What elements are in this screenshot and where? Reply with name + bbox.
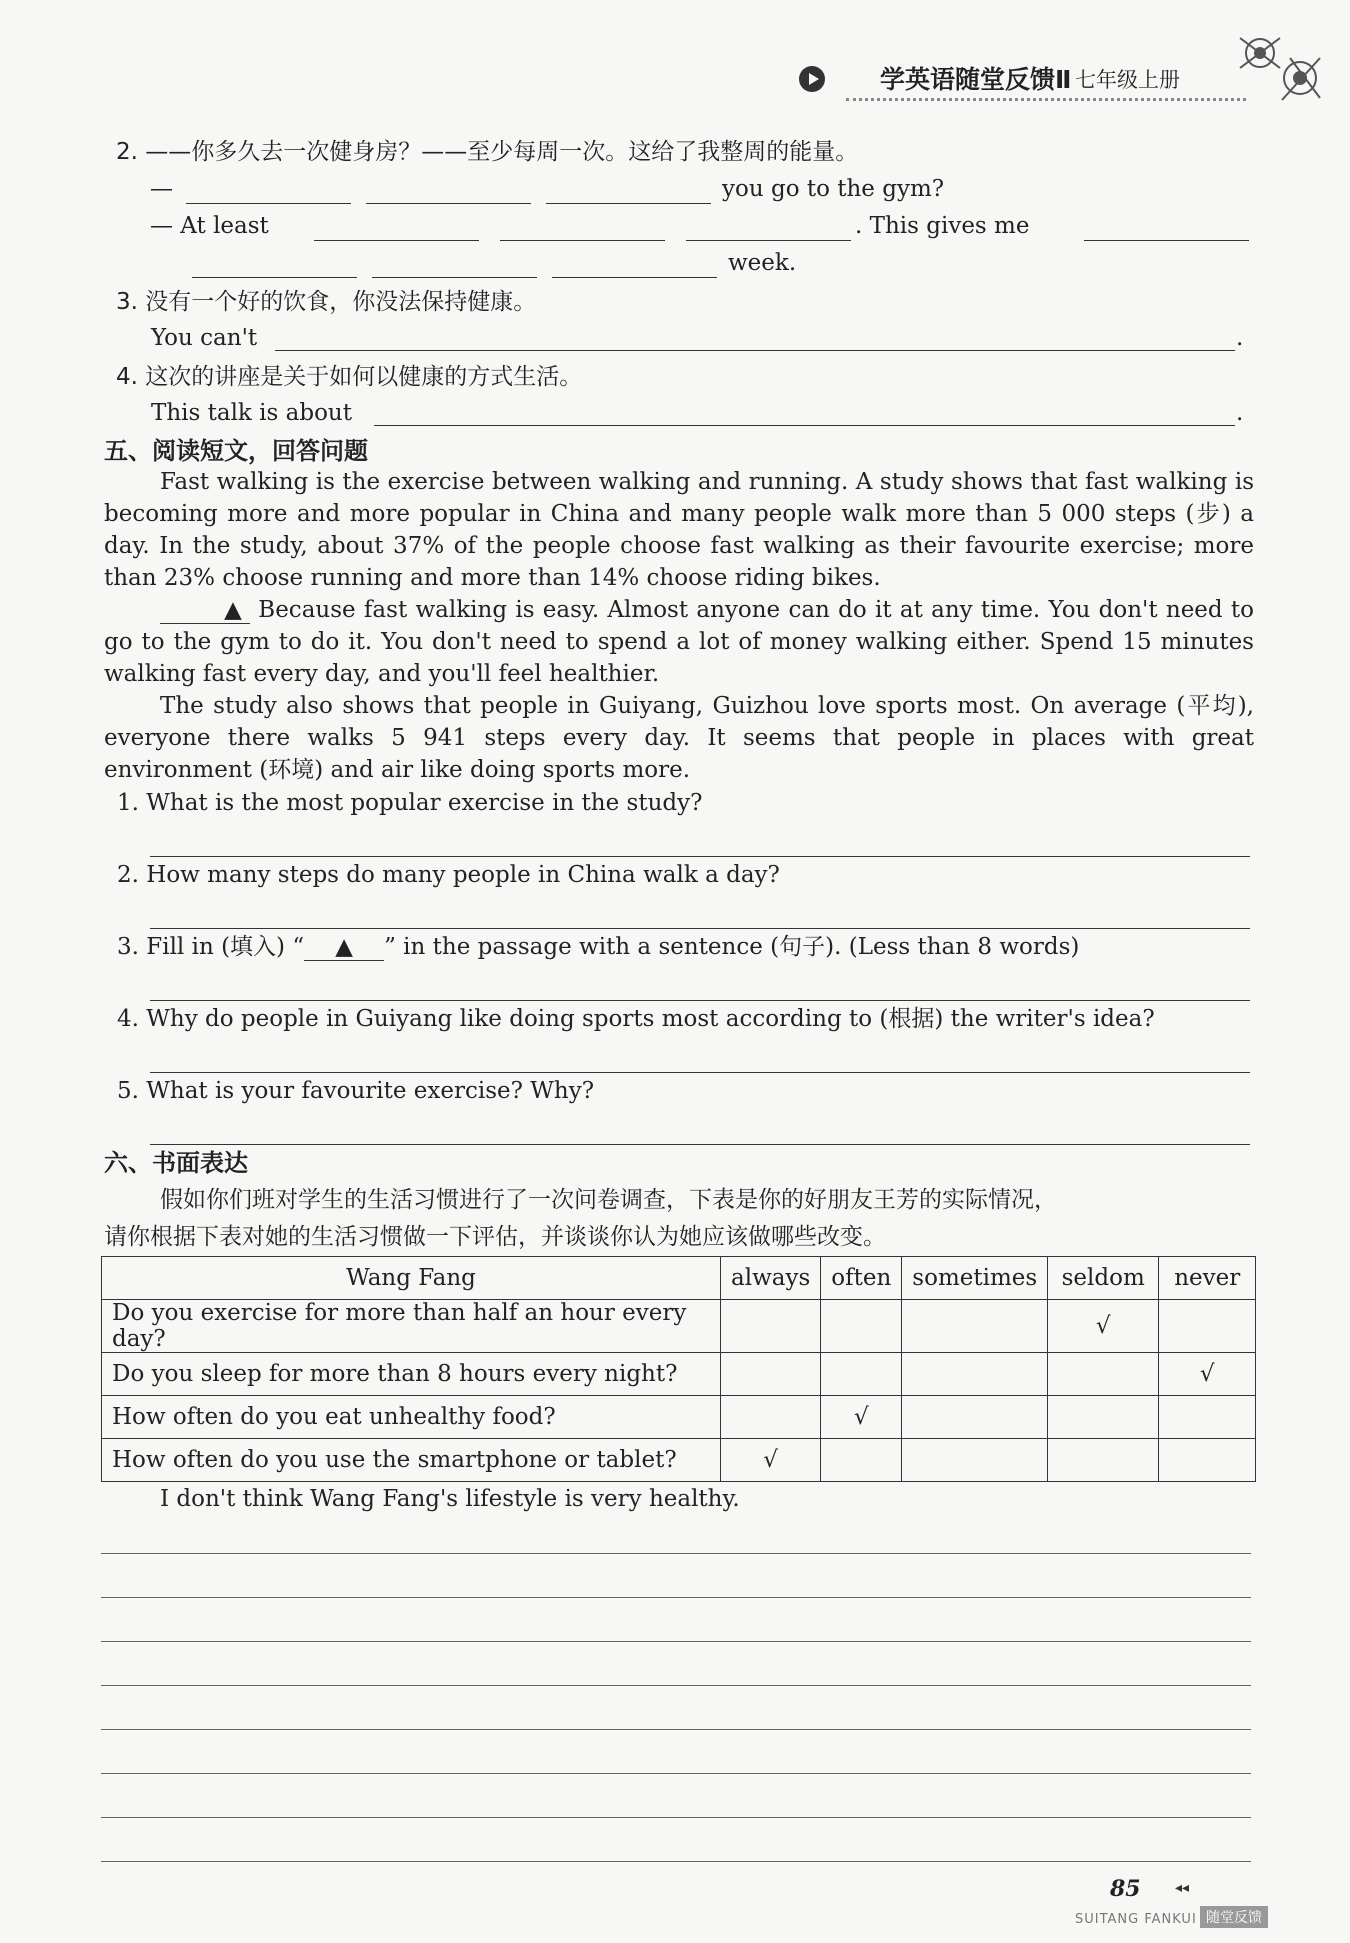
q2-blank-9[interactable] bbox=[372, 277, 537, 278]
check-cell bbox=[1048, 1396, 1159, 1439]
question-3 bbox=[117, 932, 1079, 962]
question-3-start: 3. Fill in (填入) “ bbox=[117, 934, 305, 960]
q4-answer-line[interactable] bbox=[374, 425, 1235, 426]
writing-line[interactable] bbox=[101, 1553, 1251, 1554]
essay-starter: I don't think Wang Fang's lifestyle is very healthy. bbox=[160, 1486, 740, 1512]
check-cell bbox=[721, 1396, 821, 1439]
check-cell: √ bbox=[1048, 1300, 1159, 1353]
page-arrows-icon: ◂◂ bbox=[1175, 1880, 1190, 1896]
section6-heading: 六、书面表达 bbox=[104, 1149, 248, 1177]
check-cell bbox=[1159, 1439, 1256, 1482]
footer-series-en: SUITANG FANKUI bbox=[1075, 1912, 1197, 1927]
question-5: 5. What is your favourite exercise? Why? bbox=[117, 1078, 595, 1104]
q3-answer-line[interactable] bbox=[275, 350, 1235, 351]
q2-blank-2[interactable] bbox=[366, 203, 531, 204]
check-cell bbox=[902, 1396, 1048, 1439]
check-cell: √ bbox=[721, 1439, 821, 1482]
answer-line-4[interactable] bbox=[150, 1072, 1250, 1073]
q2-blank-3[interactable] bbox=[546, 203, 711, 204]
header-dotted-rule bbox=[846, 98, 1246, 101]
passage-paragraph-3: The study also shows that people in Guiyang, Guizhou love sports most. On average (平均), everyone there walks 5 941 steps every day. It seems that people in places with great environment (环境) and air like doing sports more. bbox=[104, 693, 1254, 783]
table-row bbox=[102, 1396, 1256, 1439]
check-cell bbox=[821, 1439, 902, 1482]
table-row bbox=[102, 1300, 1256, 1353]
check-cell bbox=[821, 1353, 902, 1396]
reading-passage bbox=[104, 466, 1254, 786]
check-cell: √ bbox=[821, 1396, 902, 1439]
footer-badge: 随堂反馈 bbox=[1200, 1906, 1268, 1928]
question-1: 1. What is the most popular exercise in the study? bbox=[117, 790, 703, 816]
q2-blank-6[interactable] bbox=[686, 240, 851, 241]
page-number: 85 bbox=[1110, 1876, 1141, 1902]
q3-chinese: 3. 没有一个好的饮食，你没法保持健康。 bbox=[116, 289, 537, 315]
writing-line[interactable] bbox=[101, 1685, 1251, 1686]
table-row-question: How often do you eat unhealthy food? bbox=[102, 1396, 721, 1439]
check-cell bbox=[1048, 1439, 1159, 1482]
check-cell bbox=[902, 1353, 1048, 1396]
check-cell bbox=[721, 1353, 821, 1396]
answer-line-5[interactable] bbox=[150, 1144, 1250, 1145]
table-row-question: Do you sleep for more than 8 hours every night? bbox=[102, 1353, 721, 1396]
q2-dash: — bbox=[150, 176, 173, 202]
q2-line3-tail: week. bbox=[728, 250, 797, 276]
q2-chinese: 2. ——你多久去一次健身房？——至少每周一次。这给了我整周的能量。 bbox=[116, 139, 859, 165]
check-cell bbox=[1048, 1353, 1159, 1396]
table-header-name: Wang Fang bbox=[102, 1257, 721, 1300]
answer-line-3[interactable] bbox=[150, 1000, 1250, 1001]
section5-heading: 五、阅读短文，回答问题 bbox=[104, 437, 368, 465]
answer-line-1[interactable] bbox=[150, 856, 1250, 857]
passage-paragraph-2 bbox=[104, 594, 1254, 690]
table-header-seldom: seldom bbox=[1048, 1257, 1159, 1300]
q2-blank-4[interactable] bbox=[314, 240, 479, 241]
q2-blank-1[interactable] bbox=[186, 203, 351, 204]
check-cell bbox=[721, 1300, 821, 1353]
table-row bbox=[102, 1439, 1256, 1482]
triangle-blank-mark: ▲ bbox=[160, 597, 250, 624]
question-3-tail: ” in the passage with a sentence (句子). (Less than 8 words) bbox=[384, 934, 1080, 960]
q4-prompt: This talk is about bbox=[151, 400, 352, 426]
question-2: 2. How many steps do many people in China walk a day? bbox=[117, 862, 780, 888]
check-cell bbox=[1159, 1300, 1256, 1353]
passage-paragraph-2-text: Because fast walking is easy. Almost anyone can do it at any time. You don't need to go to the gym to do it. You don't need to spend a lot of money walking either. Spend 15 minutes walking fast every day, and you'll feel healthier. bbox=[104, 597, 1255, 687]
flower-ornament-icon bbox=[1220, 18, 1330, 118]
table-header-sometimes: sometimes bbox=[902, 1257, 1048, 1300]
grade-label: 七年级上册 bbox=[1075, 68, 1180, 92]
section6-intro-line2: 请你根据下表对她的生活习惯做一下评估，并谈谈你认为她应该做哪些改变。 bbox=[104, 1224, 886, 1250]
check-cell bbox=[1159, 1396, 1256, 1439]
lifestyle-survey-table bbox=[101, 1256, 1256, 1482]
check-cell bbox=[821, 1300, 902, 1353]
q4-period: . bbox=[1236, 400, 1244, 426]
table-header-never: never bbox=[1159, 1257, 1256, 1300]
writing-line[interactable] bbox=[101, 1641, 1251, 1642]
q2-line2-mid: . This gives me bbox=[855, 213, 1030, 239]
check-cell bbox=[902, 1439, 1048, 1482]
q2-blank-8[interactable] bbox=[192, 277, 357, 278]
question-3-triangle: ▲ bbox=[304, 934, 384, 961]
table-row-question: Do you exercise for more than half an hour every day? bbox=[102, 1300, 721, 1353]
q3-prompt: You can't bbox=[151, 325, 258, 351]
writing-line[interactable] bbox=[101, 1817, 1251, 1818]
writing-line[interactable] bbox=[101, 1597, 1251, 1598]
writing-line[interactable] bbox=[101, 1729, 1251, 1730]
table-header-always: always bbox=[721, 1257, 821, 1300]
answer-line-2[interactable] bbox=[150, 928, 1250, 929]
table-row-question: How often do you use the smartphone or tablet? bbox=[102, 1439, 721, 1482]
table-row bbox=[102, 1353, 1256, 1396]
section6-intro-line1: 假如你们班对学生的生活习惯进行了一次问卷调查，下表是你的好朋友王芳的实际情况， bbox=[160, 1187, 1057, 1213]
q2-line1-tail: you go to the gym? bbox=[722, 176, 945, 202]
q2-blank-10[interactable] bbox=[552, 277, 717, 278]
q2-blank-5[interactable] bbox=[500, 240, 665, 241]
question-4: 4. Why do people in Guiyang like doing sports most according to (根据) the writer's idea? bbox=[117, 1006, 1155, 1032]
writing-line[interactable] bbox=[101, 1773, 1251, 1774]
q3-period: . bbox=[1236, 325, 1244, 351]
table-header-row bbox=[102, 1257, 1256, 1300]
check-cell: √ bbox=[1159, 1353, 1256, 1396]
writing-line[interactable] bbox=[101, 1861, 1251, 1862]
q4-chinese: 4. 这次的讲座是关于如何以健康的方式生活。 bbox=[116, 364, 583, 390]
book-title: 学英语随堂反馈Ⅱ bbox=[880, 65, 1072, 94]
q2-line2-start: — At least bbox=[150, 213, 269, 239]
play-icon bbox=[799, 66, 825, 92]
check-cell bbox=[902, 1300, 1048, 1353]
passage-paragraph-1: Fast walking is the exercise between walking and running. A study shows that fast walking is becoming more and more popular in China and many people walk more than 5 000 steps (步) a day. In the study, about 37% of the people choose fast walking as their favourite exercise; more than 23% choose running and more than 14% choose riding bikes. bbox=[104, 469, 1254, 591]
table-header-often: often bbox=[821, 1257, 902, 1300]
q2-blank-7[interactable] bbox=[1084, 240, 1249, 241]
